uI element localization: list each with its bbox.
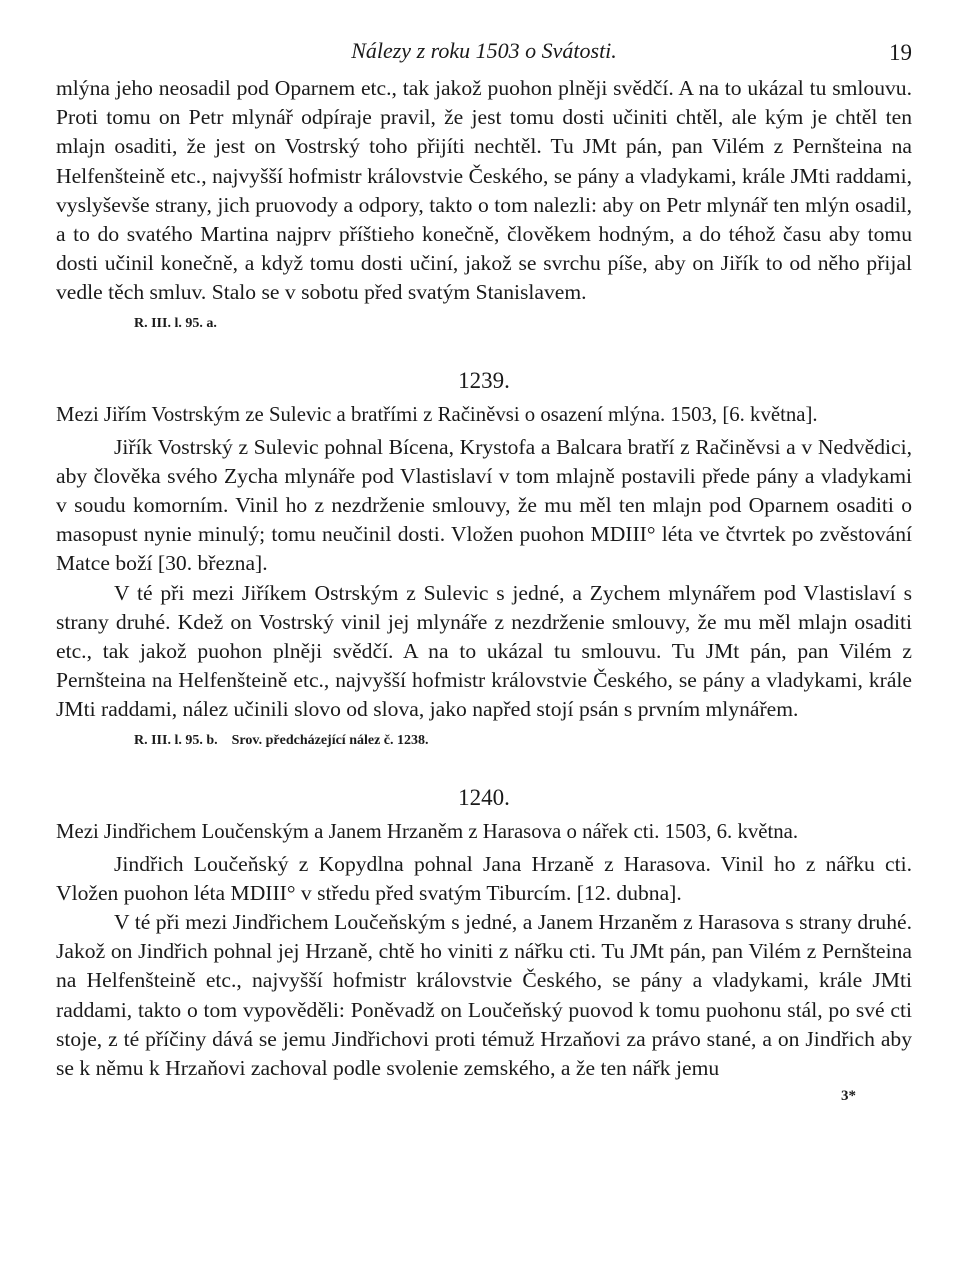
continuation-paragraph: mlýna jeho neosadil pod Oparnem etc., tak jakož puohon plněji svědčí. A na to ukázal tu smlouvu. Proti tomu on Petr mlynář odpíraje pravil, že jest tomu dosti učiniti chtěl, ale kým je chtěl ten mlajn osaditi, že jest on Vostrský toho přijíti nechtěl. Tu JMt pán, pan Vilém z Pernšteina na Helfenšteině etc., najvyšší hofmistr královstvie Českého, se pány a vladykami, krále JMti raddami, vyslyševše strany, jich pruovody a odpory, takto o tom nalezli: aby on Petr mlynář ten mlýn osadil, a to do svatého Martina najprv příštieho konečně, člověkem hodným, a do téhož času aby tomu dosti učinil konečně, a když tomu dosti učiní, jakož se svrchu píše, aby on Jiřík to od něho přijal vedle těch smluv. Stalo se v sobotu před svatým Stanislavem. [56, 76, 912, 305]
entry-paragraph: V té při mezi Jiříkem Ostrským z Sulevic s jedné, a Zychem mlynářem pod Vlastislaví s strany druhé. Kdež on Vostrský vinil jej mlynáře z nezdrženie smlouvy, že mu měl mlajn osaditi etc., tak jakož puohon plněji svědčí. A na to ukázal tu smlouvu. Tu JMt pán, pan Vilém z Pernšteina na Helfenšteině etc., najvyšší hofmistr královstvie Českého, se pány a vladykami, krále JMti raddami, nález učinili slovo od slova, jako napřed stojí psán s prvním mlynářem. [56, 580, 912, 722]
source-reference: R. III. l. 95. a. [134, 315, 217, 331]
entry-paragraph: Jindřich Loučeňský z Kopydlna pohnal Jana Hrzaně z Harasova. Vinil ho z nářku cti. Vložen puohon léta MDIII° v středu před svatým Tiburcím. [12. dubna]. [56, 851, 912, 905]
page-number: 19 [889, 40, 912, 65]
source-ref: R. III. l. 95. b. [134, 732, 218, 748]
running-title: Nálezy z roku 1503 o Svátosti. [351, 38, 617, 63]
page [56, 36, 912, 1107]
entry-regest: Mezi Jiřím Vostrským ze Sulevic a bratřími z Račiněvsi o osazení mlýna. 1503, [6. května]. [56, 402, 818, 426]
entry-paragraph: Jiřík Vostrský z Sulevic pohnal Bícena, Krystofa a Balcara bratří z Račiněvsi a v Nedvědici, aby člověka svého Zycha mlynáře pod Vlastislaví v tom mlajně postavili přede pány a vladykami v soudu komorním. Vinil ho z nezdrženie smlouvy, že mu měl ten mlajn pod Oparnem osaditi o masopust nynie minulý; tomu neučinil dosti. Vložen puohon MDIII° léta ve čtvrtek po zvěstování Matce boží [30. března]. [56, 434, 912, 576]
entry-paragraph: V té při mezi Jindřichem Loučeňským s jedné, a Janem Hrzaněm z Harasova s strany druhé. Jakož on Jindřich pohnal jej Hrzaně, chtě ho viniti z nářku cti. Tu JMt pán, pan Vilém z Pernšteina na Helfenšteině etc., najvyšší hofmistr královstvie Českého, se pány a vladykami, krále JMti raddami, takto o tom vypověděli: Poněvadž on Loučeňský puovod k tomu puohonu stál, po své cti stoje, z té příčiny dává se jemu Jindřichovi proti témuž Hrzaňovi za právo stané, a on Jindřich aby se k němu k Hrzaňovi zachoval podle svolenie zemského, a že ten nářk jemu [56, 910, 912, 1081]
entry-number: 1239. [458, 367, 510, 393]
printer-signature: 3* [841, 1088, 856, 1105]
entry-regest: Mezi Jindřichem Loučenským a Janem Hrzaněm z Harasova o nářek cti. 1503, 6. května. [56, 819, 799, 843]
page-header [56, 36, 912, 74]
entry-number: 1240. [458, 784, 510, 810]
entry-1239 [56, 366, 912, 751]
source-reference [134, 731, 912, 751]
source-note: Srov. předcházející nález č. 1238. [231, 732, 429, 748]
entry-1240 [56, 783, 912, 1084]
